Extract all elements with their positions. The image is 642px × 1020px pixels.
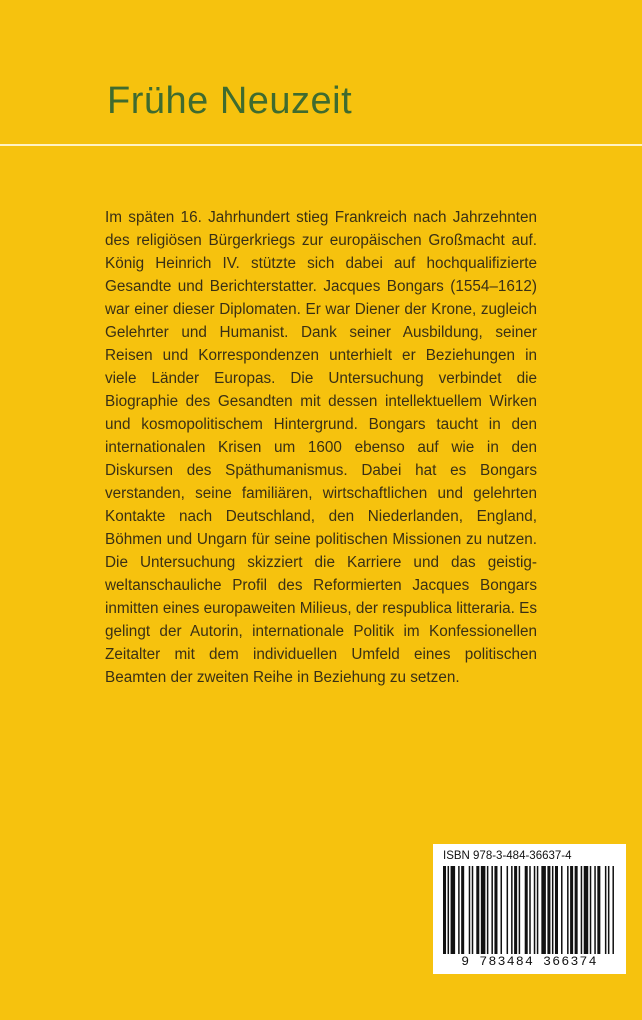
barcode-bar xyxy=(472,866,474,954)
barcode-bar xyxy=(575,866,578,954)
barcode-bar xyxy=(511,866,513,954)
barcode-bar xyxy=(612,866,614,954)
barcode-bar xyxy=(476,866,479,954)
isbn-label: ISBN 978-3-484-36637-4 xyxy=(443,850,572,862)
barcode-bar xyxy=(494,866,497,954)
blurb-text: Im späten 16. Jahrhundert stieg Frankreich nach Jahrzehnten des religiösen Bürgerkriegs zur europäischen Großmacht auf. König Heinrich IV. stützte sich dabei auf hochqualifizierte Gesandte und Berichterstatter. Jacques Bongars (1554–1612) war einer dieser Diplomaten. Er war Diener der Krone, zugleich Gelehrter und Humanist. Dank seiner Ausbildung, seiner Reisen und Korrespondenzen unterhielt er Beziehungen in viele Länder Europas. Die Untersuchung verbindet die Biographie des Gesandten mit dessen intellektuellem Wirken und kosmopolitischem Hintergrund. Bongars taucht in den internationalen Krisen um 1600 ebenso auf wie in den Diskursen des Späthumanismus. Dabei hat es Bongars verstanden, seine familiären, wirtschaftlichen und gelehrten Kontakte nach Deutschland, den Niederlanden, England, Böhmen und Ungarn für seine politischen Missionen zu nutzen. Die Untersuchung skizziert die Karriere und das geistig-weltanschauliche Profil des Reformierten Jacques Bongars inmitten eines europaweiten Milieus, der respublica litteraria. Es gelingt der Autorin, internationale Politik im Konfessionellen Zeitalter mit dem individuellen Umfeld eines politischen Beamten der zweiten Reihe in Beziehung zu setzen. xyxy=(105,209,537,686)
barcode-bar xyxy=(597,866,600,954)
barcode-bar xyxy=(525,866,528,954)
barcode-bar xyxy=(584,866,589,954)
barcode-bar xyxy=(519,866,521,954)
barcode-bar xyxy=(547,866,550,954)
barcode-bar xyxy=(529,866,531,954)
barcode-bar xyxy=(501,866,503,954)
barcode-bar xyxy=(487,866,489,954)
barcode-bar xyxy=(534,866,536,954)
barcode-bar xyxy=(555,866,558,954)
barcode-bar xyxy=(491,866,493,954)
barcode-bar xyxy=(590,866,592,954)
barcode-bar xyxy=(608,866,610,954)
barcode-bar xyxy=(514,866,517,954)
barcode-bar xyxy=(451,866,456,954)
barcode-bar xyxy=(448,866,450,954)
barcode-panel xyxy=(433,844,626,974)
barcode-bar xyxy=(458,866,460,954)
barcode-bar xyxy=(605,866,607,954)
series-title: Frühe Neuzeit xyxy=(107,80,353,122)
barcode-bar xyxy=(537,866,539,954)
barcode-digits: 9 783484 366374 xyxy=(461,954,598,969)
barcode-bar xyxy=(481,866,486,954)
barcode-bar xyxy=(594,866,596,954)
barcode-bar xyxy=(581,866,583,954)
barcode-bar xyxy=(567,866,569,954)
barcode-bar xyxy=(541,866,546,954)
barcode-bars xyxy=(443,866,617,954)
barcode-bar xyxy=(443,866,446,954)
barcode-bar xyxy=(461,866,464,954)
barcode-bar xyxy=(507,866,509,954)
title-divider xyxy=(0,144,642,146)
barcode-bar xyxy=(561,866,563,954)
barcode-bar xyxy=(552,866,554,954)
barcode-bar xyxy=(469,866,471,954)
barcode-bar xyxy=(570,866,573,954)
